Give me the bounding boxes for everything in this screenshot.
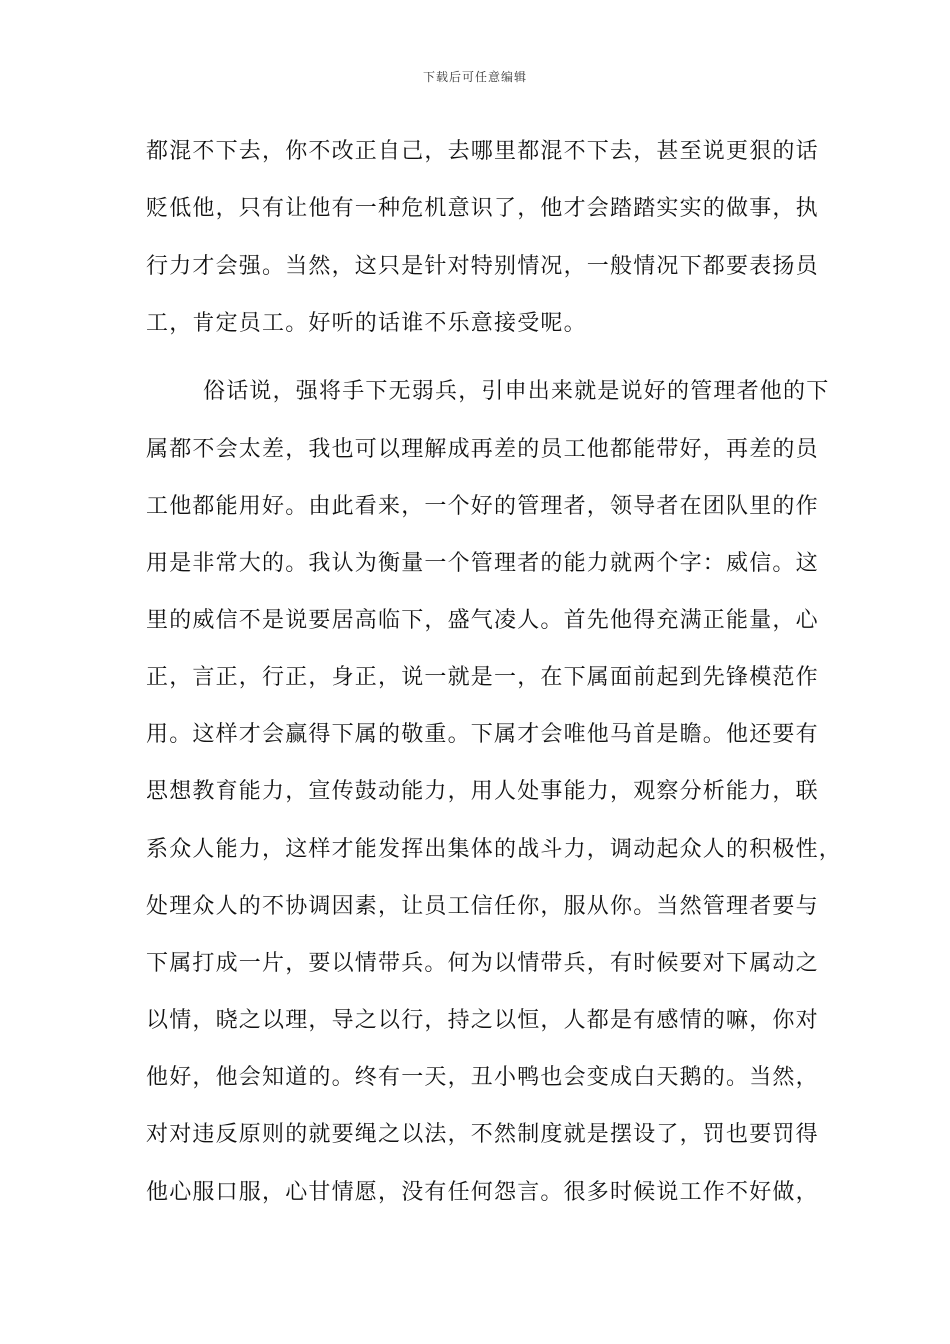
paragraph-first-line: 俗话说，强将手下无弱兵，引申出来就是说好的管理者他的下 [203, 379, 830, 404]
text-line: 处理众人的不协调因素，让员工信任你，服从你。当然管理者要与 [146, 894, 819, 919]
text-line: 里的威信不是说要居高临下，盛气凌人。首先他得充满正能量，心 [146, 608, 819, 633]
text-line: 下属打成一片，要以情带兵。何为以情带兵，有时候要对下属动之 [146, 951, 819, 976]
text-line: 他心服口服，心甘情愿，没有任何怨言。很多时候说工作不好做， [146, 1180, 819, 1205]
text-line: 他好，他会知道的。终有一天，丑小鸭也会变成白天鹅的。当然， [146, 1065, 819, 1090]
page-header: 下载后可任意编辑 [422, 70, 527, 84]
text-line: 工，肯定员工。好听的话谁不乐意接受呢。 [146, 311, 587, 336]
text-line: 系众人能力，这样才能发挥出集体的战斗力，调动起众人的积极性， [146, 837, 843, 862]
text-line: 用。这样才会赢得下属的敬重。下属才会唯他马首是瞻。他还要有 [146, 722, 819, 747]
text-line: 属都不会太差，我也可以理解成再差的员工他都能带好，再差的员 [146, 437, 819, 462]
text-line: 思想教育能力，宣传鼓动能力，用人处事能力，观察分析能力，联 [146, 779, 819, 804]
text-line: 行力才会强。当然，这只是针对特别情况，一般情况下都要表扬员 [146, 254, 819, 279]
text-line: 都混不下去，你不改正自己，去哪里都混不下去，甚至说更狠的话 [146, 139, 819, 164]
text-line: 工他都能用好。由此看来，一个好的管理者，领导者在团队里的作 [146, 494, 819, 519]
text-line: 对对违反原则的就要绳之以法，不然制度就是摆设了，罚也要罚得 [146, 1122, 819, 1147]
text-line: 正，言正，行正，身正，说一就是一，在下属面前起到先锋模范作 [146, 665, 819, 690]
text-line: 以情，晓之以理，导之以行，持之以恒，人都是有感情的嘛，你对 [146, 1008, 819, 1033]
text-line: 贬低他，只有让他有一种危机意识了，他才会踏踏实实的做事，执 [146, 196, 819, 221]
text-line: 用是非常大的。我认为衡量一个管理者的能力就两个字：威信。这 [146, 551, 819, 576]
